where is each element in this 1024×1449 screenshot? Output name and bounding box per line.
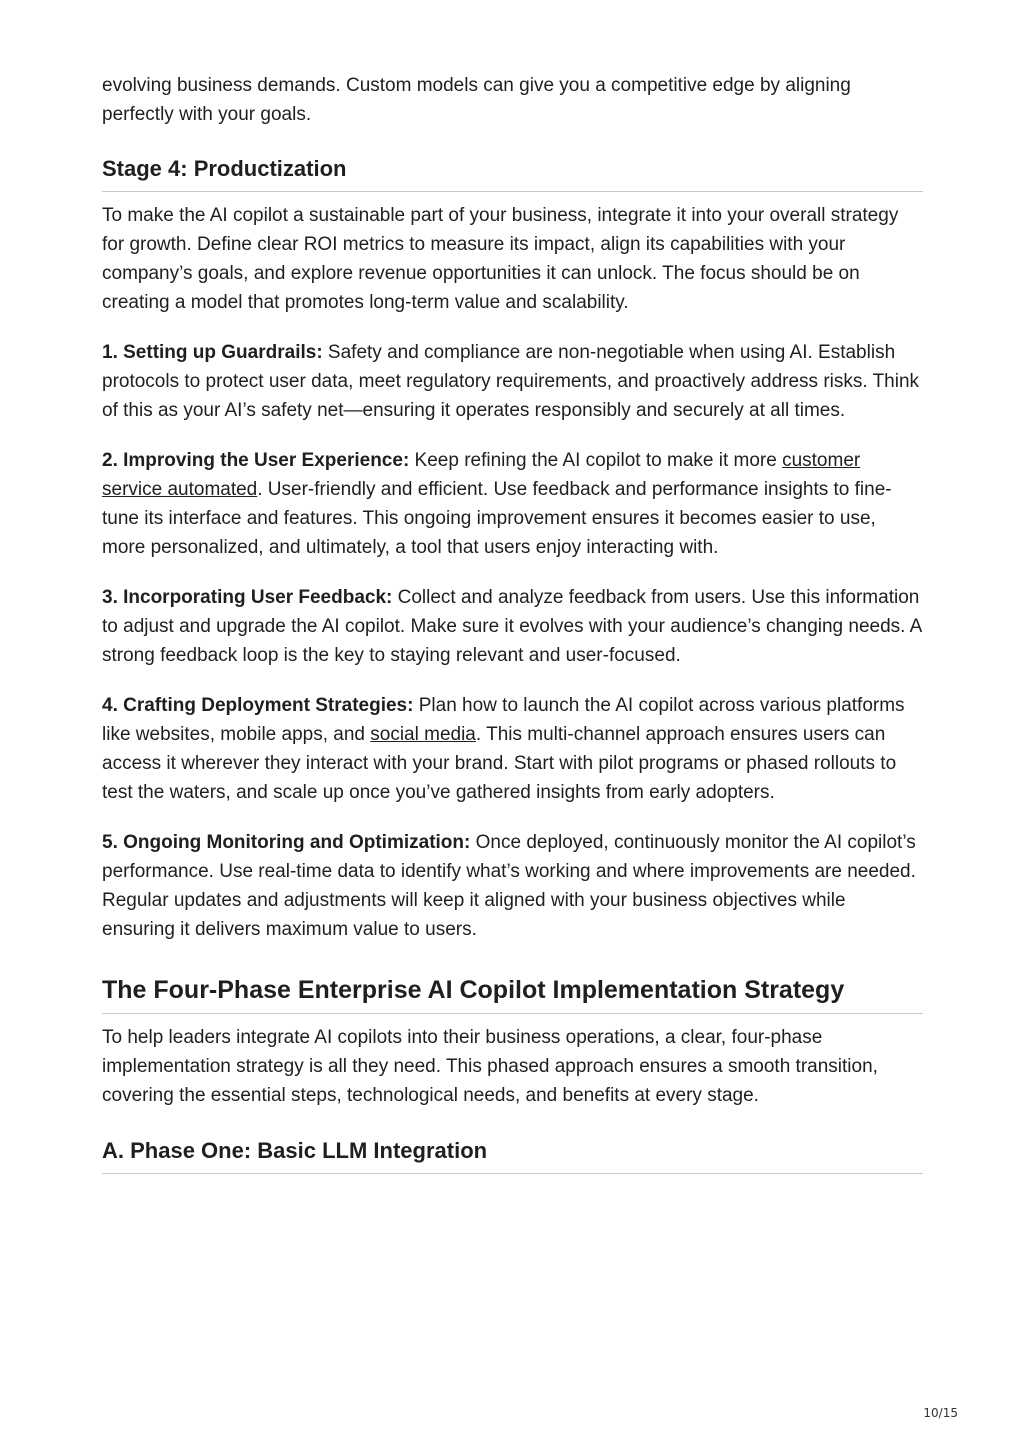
page-number: 10/15 (923, 1406, 958, 1420)
strategy-heading: The Four-Phase Enterprise AI Copilot Implementation Strategy (102, 973, 923, 1014)
list-item-user-experience (102, 446, 923, 562)
item-text: Safety and compliance are non-negotiable when using AI. Establish protocols to protect user data, meet regulatory requirements, and proactively address risks. Think of this as your AI’s safety net—ensuring it operates responsibly and securely at all times. (102, 342, 920, 421)
item-text: . User-friendly and efficient. Use feedback and performance insights to fine-tune its interface and features. This ongoing improvement ensures it becomes easier to use, more personalized, and ultimately, a tool that users enjoy interacting with. (102, 479, 892, 558)
stage4-paragraph: To make the AI copilot a sustainable part of your business, integrate it into your overall strategy for growth. Define clear ROI metrics to measure its impact, align its capabilities with your company’s goals, and explore revenue opportunities it can unlock. The focus should be on creating a model that promotes long-term value and scalability. (102, 205, 899, 313)
list-item-user-feedback (102, 583, 923, 670)
social-media-link[interactable]: social media (370, 724, 476, 745)
list-item-deployment (102, 691, 923, 807)
customer-service-automated-link[interactable]: customer service automated (102, 450, 861, 500)
item-label: 5. Ongoing Monitoring and Optimization: (102, 832, 471, 853)
list-item-monitoring (102, 828, 923, 944)
item-label: 4. Crafting Deployment Strategies: (102, 695, 414, 716)
list-item-guardrails (102, 338, 923, 425)
document-body (102, 71, 923, 1183)
stage4-heading: Stage 4: Productization (102, 154, 923, 192)
item-label: 1. Setting up Guardrails: (102, 342, 323, 363)
item-label: 2. Improving the User Experience: (102, 450, 410, 471)
item-text: . This multi-channel approach ensures users can access it wherever they interact with your brand. Start with pilot programs or phased rollouts to test the waters, and scale up once you’ve gathered insights from early adopters. (102, 724, 897, 803)
item-text: Once deployed, continuously monitor the AI copilot’s performance. Use real-time data to identify what’s working and where improvements are needed. Regular updates and adjustments will keep it aligned with your business objectives while ensuring it delivers maximum value to users. (102, 832, 916, 940)
item-text: Keep refining the AI copilot to make it more (409, 450, 783, 471)
item-label: 3. Incorporating User Feedback: (102, 587, 393, 608)
intro-paragraph: evolving business demands. Custom models can give you a competitive edge by aligning perfectly with your goals. (102, 75, 851, 125)
item-text: Plan how to launch the AI copilot across various platforms like websites, mobile apps, and (102, 695, 905, 745)
item-text: Collect and analyze feedback from users. Use this information to adjust and upgrade the AI copilot. Make sure it evolves with your audience’s changing needs. A strong feedback loop is the key to staying relevant and user-focused. (102, 587, 922, 666)
phase-one-heading: A. Phase One: Basic LLM Integration (102, 1136, 923, 1174)
strategy-paragraph: To help leaders integrate AI copilots into their business operations, a clear, four-phase implementation strategy is all they need. This phased approach ensures a smooth transition, covering the essential steps, technological needs, and benefits at every stage. (102, 1027, 878, 1106)
